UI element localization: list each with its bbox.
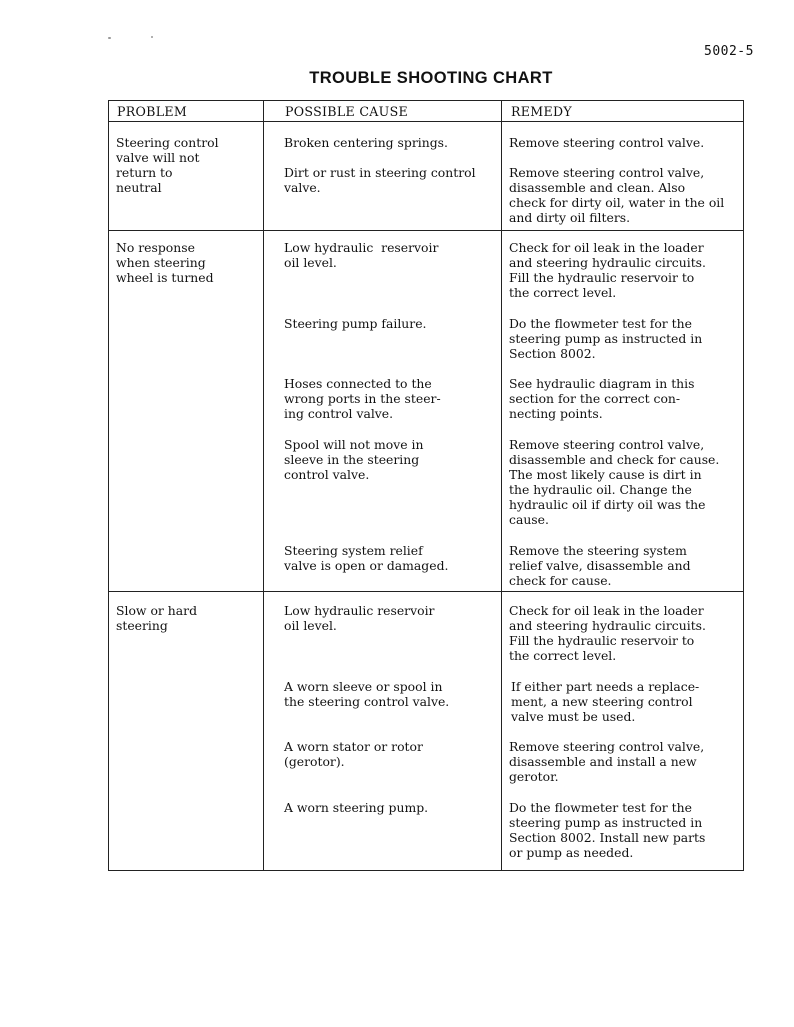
remedy-cell: Remove the steering system relief valve, disassemble and check for cause. bbox=[509, 543, 691, 588]
cause-cell: Steering system relief valve is open or damaged. bbox=[284, 543, 449, 573]
cause-cell: Steering pump failure. bbox=[284, 316, 427, 331]
trouble-shooting-table bbox=[108, 100, 744, 871]
remedy-cell: Remove steering control valve, disassemble and clean. Also check for dirty oil, water in the oil and dirty oil filters. bbox=[509, 165, 725, 225]
remedy-cell: Check for oil leak in the loader and steering hydraulic circuits. Fill the hydraulic reservoir to the correct level. bbox=[509, 240, 706, 300]
header-possible-cause: POSSIBLE CAUSE bbox=[285, 104, 408, 119]
scan-speck bbox=[108, 37, 111, 39]
cause-cell: A worn sleeve or spool in the steering control valve. bbox=[284, 679, 450, 709]
row-divider bbox=[109, 591, 743, 592]
header-divider bbox=[109, 121, 743, 122]
scan-speck bbox=[151, 36, 153, 38]
remedy-cell: Do the flowmeter test for the steering pump as instructed in Section 8002. Install new parts or pump as needed. bbox=[509, 800, 706, 860]
problem-cell: Slow or hard steering bbox=[116, 603, 197, 633]
cause-cell: Low hydraulic reservoir oil level. bbox=[284, 603, 435, 633]
remedy-cell: Check for oil leak in the loader and steering hydraulic circuits. Fill the hydraulic reservoir to the correct level. bbox=[509, 603, 706, 663]
row-divider bbox=[109, 230, 743, 231]
column-divider bbox=[263, 101, 264, 870]
remedy-cell: See hydraulic diagram in this section for the correct con- necting points. bbox=[509, 376, 695, 421]
remedy-cell: Do the flowmeter test for the steering pump as instructed in Section 8002. bbox=[509, 316, 703, 361]
remedy-cell: Remove steering control valve, disassemble and check for cause. The most likely cause is dirt in the hydraulic oil. Change the hydraulic oil if dirty oil was the cause. bbox=[509, 437, 720, 527]
problem-cell: No response when steering wheel is turned bbox=[116, 240, 214, 285]
remedy-cell: Remove steering control valve. bbox=[509, 135, 705, 150]
remedy-cell: If either part needs a replace- ment, a new steering control valve must be used. bbox=[511, 679, 700, 724]
problem-cell: Steering control valve will not return to neutral bbox=[116, 135, 219, 195]
cause-cell: Low hydraulic reservoir oil level. bbox=[284, 240, 439, 270]
remedy-cell: Remove steering control valve, disassemble and install a new gerotor. bbox=[509, 739, 705, 784]
column-divider bbox=[501, 101, 502, 870]
page-title: TROUBLE SHOOTING CHART bbox=[309, 69, 553, 87]
cause-cell: Spool will not move in sleeve in the steering control valve. bbox=[284, 437, 424, 482]
page-number: 5002-5 bbox=[704, 44, 754, 59]
header-remedy: REMEDY bbox=[511, 104, 572, 119]
cause-cell: A worn steering pump. bbox=[284, 800, 429, 815]
cause-cell: A worn stator or rotor (gerotor). bbox=[284, 739, 423, 769]
cause-cell: Hoses connected to the wrong ports in the steer- ing control valve. bbox=[284, 376, 441, 421]
cause-cell: Dirt or rust in steering control valve. bbox=[284, 165, 476, 195]
cause-cell: Broken centering springs. bbox=[284, 135, 448, 150]
header-problem: PROBLEM bbox=[117, 104, 188, 119]
